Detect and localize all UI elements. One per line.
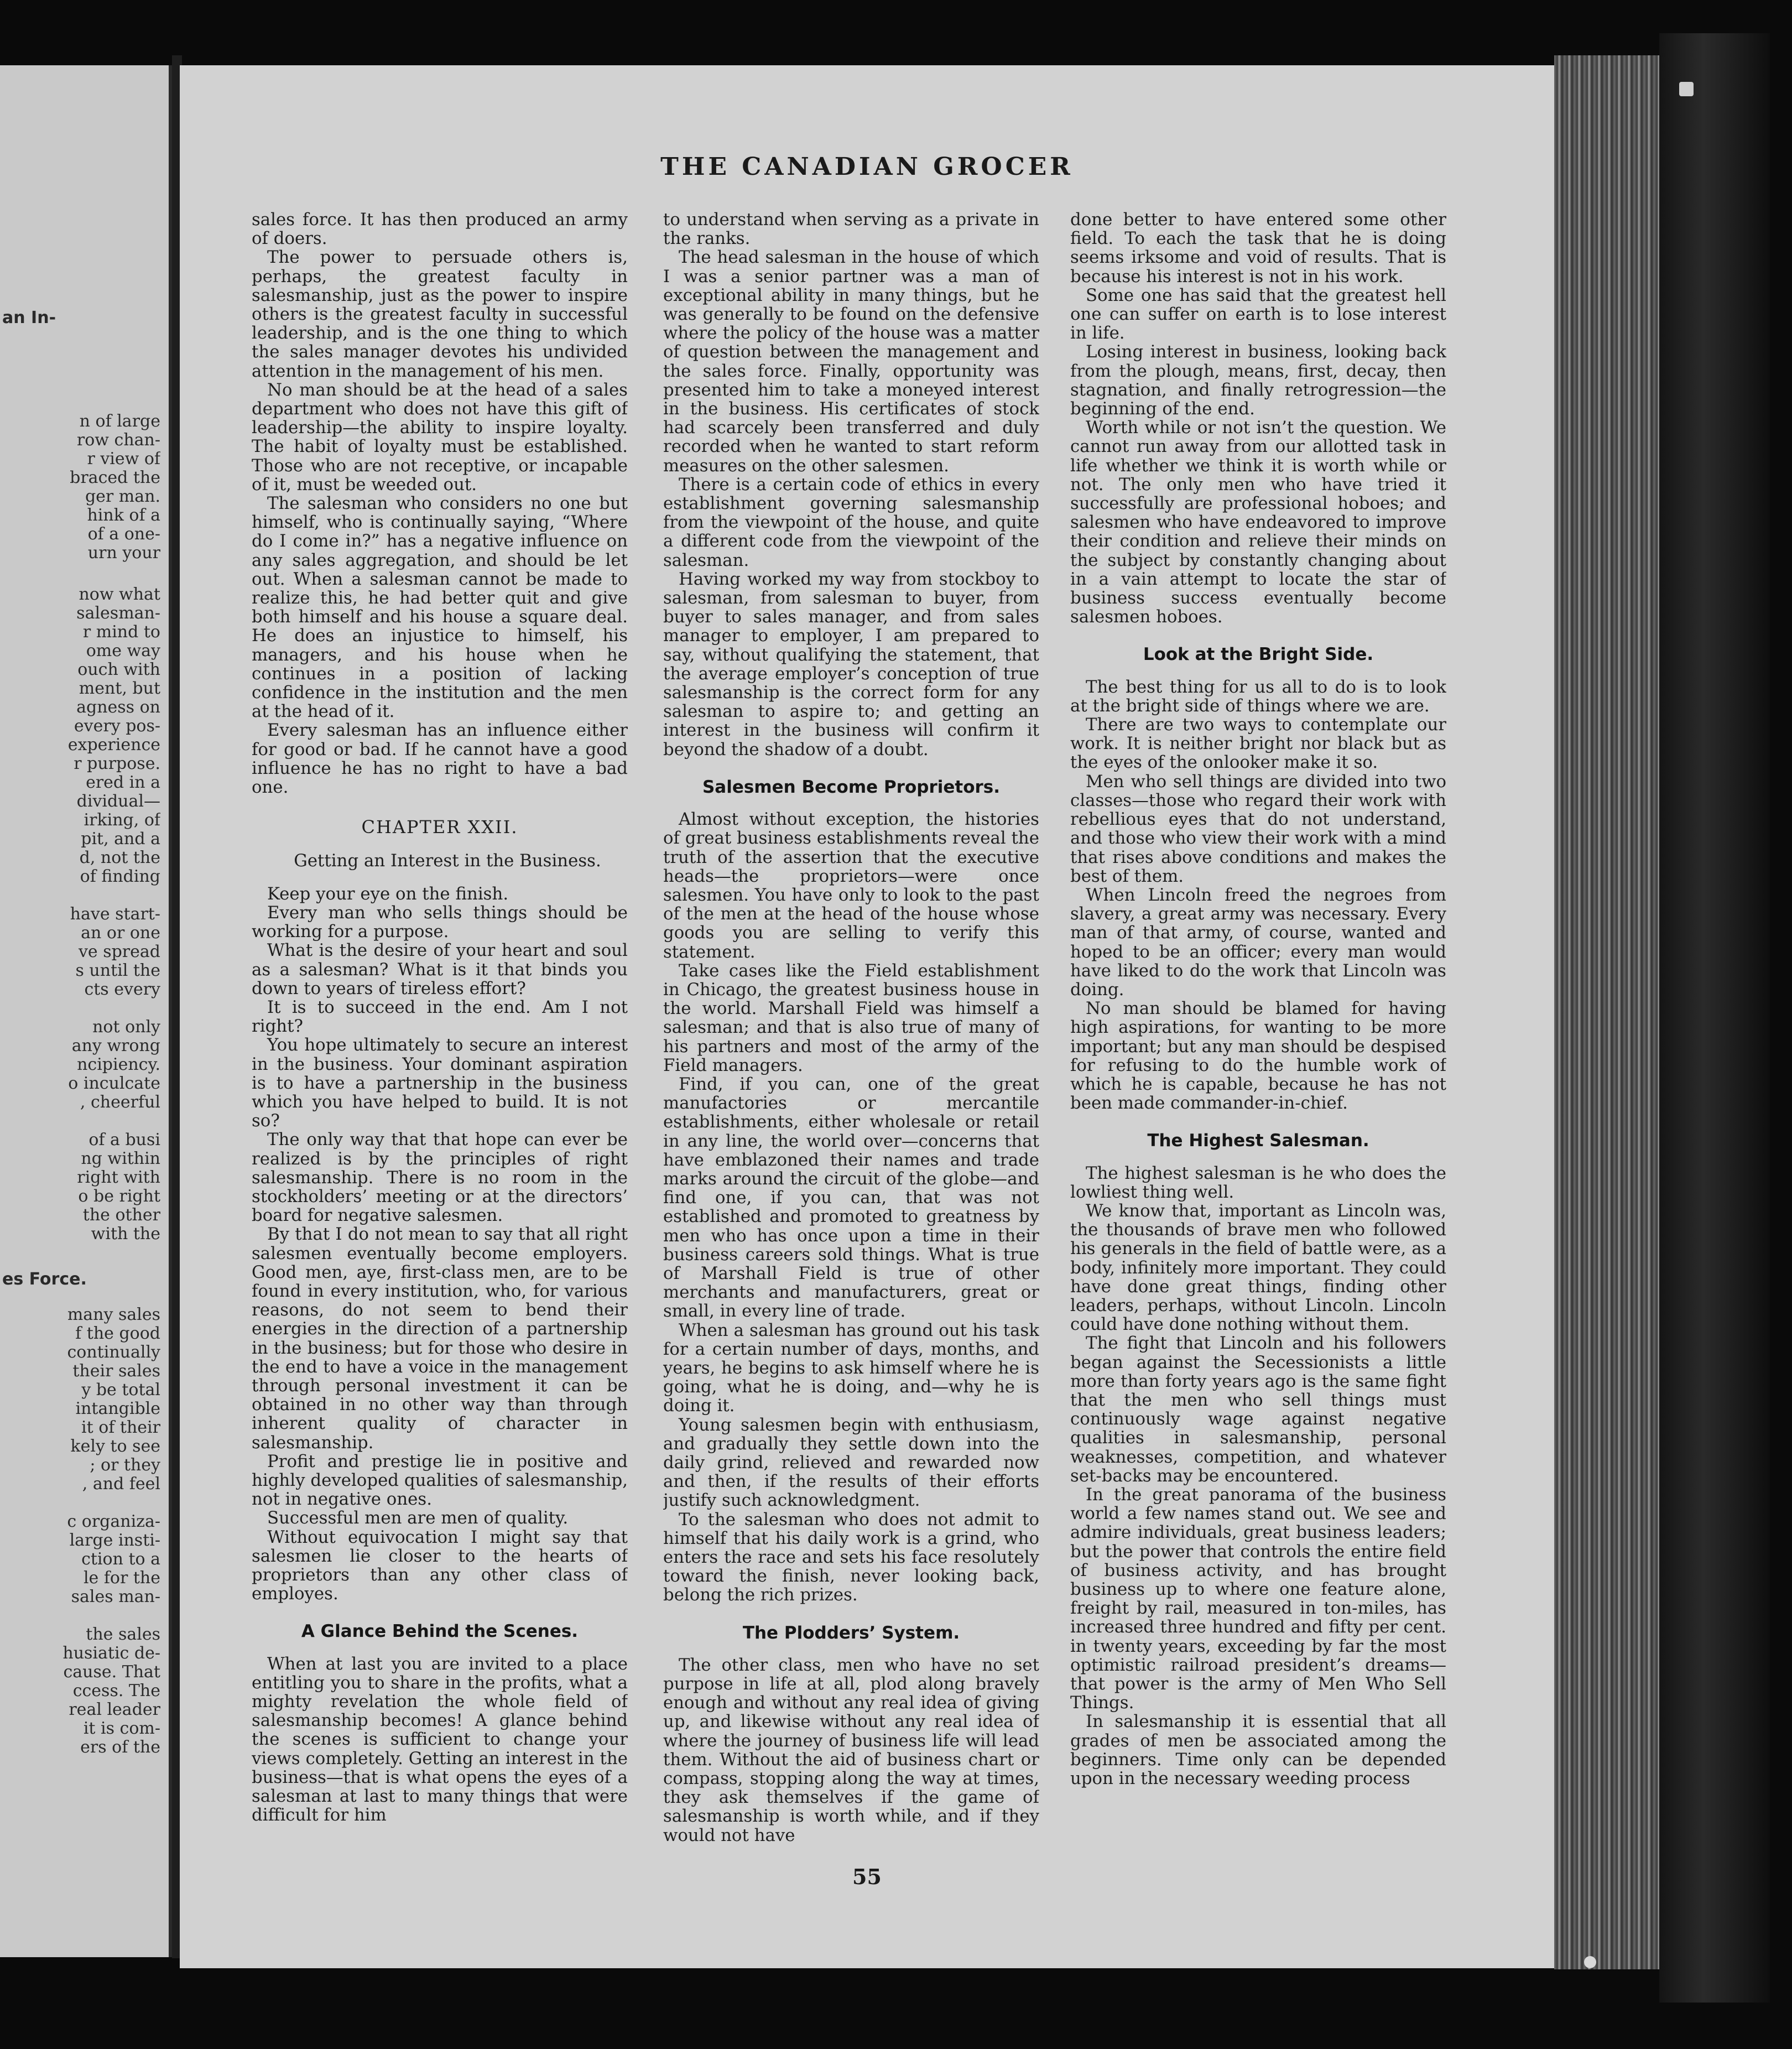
left-page-line: c organiza- xyxy=(67,1512,160,1531)
paragraph: It is to succeed in the end. Am I not right? xyxy=(252,997,628,1037)
left-page-line: s until the xyxy=(75,961,160,980)
left-page-line: row chan- xyxy=(76,431,160,450)
left-page-line: it is com- xyxy=(83,1719,160,1738)
left-page-line: o inculcate xyxy=(68,1074,160,1093)
paragraph: to understand when serving as a private in the ranks. xyxy=(663,210,1039,249)
paragraph: sales force. It has then produced an army of doers. xyxy=(252,210,628,249)
paragraph: You hope ultimately to secure an interest in the business. Your dominant aspiration is to have a partnership in the business which you have helped to build. It is not so? xyxy=(252,1035,628,1131)
left-page-line: any wrong xyxy=(71,1037,160,1055)
left-page-line: le for the xyxy=(83,1569,160,1588)
left-page-line: real leader xyxy=(69,1700,160,1719)
paragraph: There are two ways to contemplate our work. It is neither bright nor black but as the eyes of the onlooker make it so. xyxy=(1070,715,1446,773)
paragraph: To the salesman who does not admit to himself that his daily work is a grind, who enters the race and sets his face resolutely toward the finish, never looking back, belong the rich prizes. xyxy=(663,1509,1039,1605)
left-page-line: y be total xyxy=(81,1381,160,1400)
page-header: THE CANADIAN GROCER xyxy=(660,153,1074,181)
column-1 xyxy=(252,210,628,1870)
paragraph: When Lincoln freed the negroes from slavery, a great army was necessary. Every man of that army, of course, wanted and hoped to be an officer; every man would have liked to do the work that Lincoln was doing. xyxy=(1070,885,1446,1000)
paragraph: Losing interest in business, looking back from the plough, means, first, decay, then stagnation, and finally retrogression—the beginning of the end. xyxy=(1070,342,1446,419)
left-page-line: ouch with xyxy=(77,661,160,679)
book-binding xyxy=(1659,33,1770,2003)
section-heading: The Plodders’ System. xyxy=(742,1622,960,1643)
left-page-line: cts every xyxy=(84,980,160,999)
paragraph: There is a certain code of ethics in every establishment governing salesmanship from the viewpoint of the house, and quite a different code from the viewpoint of the salesman. xyxy=(663,474,1039,570)
paragraph: The highest salesman is he who does the lowliest thing well. xyxy=(1070,1163,1446,1202)
left-page-line: r mind to xyxy=(82,623,160,642)
left-page-fragment xyxy=(0,65,172,1957)
left-page-line: not only xyxy=(92,1018,160,1037)
column-2 xyxy=(663,210,1039,1870)
left-page-line: the other xyxy=(82,1206,160,1225)
left-page-line: irking, of xyxy=(84,811,160,830)
section-heading: The Highest Salesman. xyxy=(1147,1131,1369,1151)
chapter-subtitle: Getting an Interest in the Business. xyxy=(294,850,601,871)
paragraph: Take cases like the Field establishment in Chicago, the greatest business house in the world. Marshall Field was himself a salesman; and that is also true of many of his partners and most of the army of the Field managers. xyxy=(663,960,1039,1075)
left-page-line: ng within xyxy=(81,1150,160,1168)
paragraph: Men who sell things are divided into two classes—those who regard their work with rebellious eyes that do not understand, and those who view their work with a mind that rises above conditions and makes the best of them. xyxy=(1070,771,1446,886)
left-page-line: right with xyxy=(77,1168,160,1187)
paragraph: The fight that Lincoln and his followers began against the Secessionists a little more than forty years ago is the same fight that the men who sell things must continuously wage against negative qualities in salesmanship, personal weaknesses, competition, and whatever set-backs may be encountered. xyxy=(1070,1333,1446,1486)
left-page-line: their sales xyxy=(72,1362,160,1381)
left-page-line: n of large xyxy=(79,412,160,431)
left-page-line: braced the xyxy=(70,469,160,487)
left-page-line: sales man- xyxy=(71,1588,160,1606)
left-page-line: an or one xyxy=(81,924,160,943)
main-page xyxy=(180,65,1554,1968)
paragraph: Having worked my way from stockboy to salesman, from salesman to buyer, from buyer to sales manager, and from sales manager to employer, I am prepared to say, without qualifying the statement, that the average employer’s conception of true salesmanship is the correct form for any salesman to aspire to; and getting an interest in the business will confirm it beyond the shadow of a doubt. xyxy=(663,569,1039,760)
left-page-line: ; or they xyxy=(90,1456,160,1475)
left-page-line: es Force. xyxy=(2,1270,87,1289)
left-page-line: agness on xyxy=(76,698,160,717)
paragraph: Without equivocation I might say that salesmen lie closer to the hearts of proprietors than any other class of employes. xyxy=(252,1527,628,1604)
paragraph: Find, if you can, one of the great manufactories or mercantile establishments, either wholesale or retail in any line, the world over—concerns that have emblazoned their names and trade marks around the circuit of the globe—and find one, if you can, that was not established and promoted to greatness by men who has once upon a time in their business careers sold things. What is true of Marshall Field is true of other merchants and manufacturers, great or small, in every line of trade. xyxy=(663,1074,1039,1322)
left-page-line: large insti- xyxy=(69,1531,160,1550)
paragraph: Profit and prestige lie in positive and highly developed qualities of salesmanship, not in negative ones. xyxy=(252,1451,628,1510)
paragraph: When at last you are invited to a place entitling you to share in the profits, what a mighty revelation the whole field of salesmanship becomes! A glance behind the scenes is sufficient to change your views completely. Getting an interest in the business—that is what opens the eyes of a salesman at last to many things that were difficult for him xyxy=(252,1653,628,1826)
paragraph: The other class, men who have no set purpose in life at all, plod along bravely enough and without any real idea of giving up, and likewise without any real idea of where the journey of business life will lead them. Without the aid of business chart or compass, stopping along the way at times, they ask themselves if the game of salesmanship is worth while, and if they would not have xyxy=(663,1655,1039,1845)
paragraph: We know that, important as Lincoln was, the thousands of brave men who followed his generals in the field of battle were, as a body, infinitely more important. They could have done great things, finding other leaders, perhaps, without Lincoln. Lincoln could have done nothing without them. xyxy=(1070,1200,1446,1335)
left-page-line: the sales xyxy=(86,1625,160,1644)
paragraph: What is the desire of your heart and soul as a salesman? What is it that binds you down to years of tireless effort? xyxy=(252,940,628,999)
paragraph: Almost without exception, the histories of great business establishments reveal the truth of the assertion that the executive heads—the proprietors—were once salesmen. You have only to look to the past of the men at the head of the house whose goods you are selling to verify this statement. xyxy=(663,809,1039,962)
left-page-line: urn your xyxy=(87,544,160,563)
left-page-line: kely to see xyxy=(70,1437,160,1456)
left-page-line: ncipiency. xyxy=(77,1055,160,1074)
left-page-line: it of their xyxy=(81,1418,160,1437)
paragraph: Young salesmen begin with enthusiasm, and gradually they settle down into the daily grind, relieved and rewarded now and then, if the results of their efforts justify such acknowledgment. xyxy=(663,1414,1039,1511)
paragraph: The only way that that hope can ever be realized is by the principles of right salesmanship. There is no room in the stockholders’ meeting or at the directors’ board for negative salesmen. xyxy=(252,1130,628,1226)
left-page-line: continually xyxy=(67,1343,160,1362)
column-3 xyxy=(1070,210,1446,1870)
left-page-line: cause. That xyxy=(63,1663,160,1682)
paragraph: No man should be blamed for having high aspirations, for wanting to be more important; but any man should be despised for refusing to do the humble work of which he is capable, because he has not been made commander-in-chief. xyxy=(1070,999,1446,1114)
left-page-line: have start- xyxy=(70,905,160,924)
paragraph: When a salesman has ground out his task for a certain number of days, months, and years, he begins to ask himself where he is going, what he is doing, and—why he is doing it. xyxy=(663,1320,1039,1416)
left-page-line: r purpose. xyxy=(74,755,160,773)
left-page-line: f the good xyxy=(75,1324,160,1343)
left-page-line: ment, but xyxy=(79,679,160,698)
paragraph: Successful men are men of quality. xyxy=(267,1508,569,1528)
paragraph: Worth while or not isn’t the question. We cannot run away from our allotted task in life whether we think it is worth while or not. The only men who have tried it successfully are professional hoboes; and salesmen who have endeavored to improve their condition and relieve their minds on the subject by constantly changing about in a vain attempt to locate the star of business success eventually become salesmen hoboes. xyxy=(1070,418,1446,627)
paragraph: The power to persuade others is, perhaps, the greatest faculty in salesmanship, just as the power to inspire others is the greatest faculty in successful leadership, and is the one thing to which the sales manager devotes his undivided attention in the management of his men. xyxy=(252,247,628,381)
left-page-line: now what xyxy=(79,585,160,604)
page-edges xyxy=(1554,55,1659,1969)
paragraph: Every man who sells things should be working for a purpose. xyxy=(252,902,628,942)
left-page-line: , and feel xyxy=(82,1475,160,1494)
left-page-line: salesman- xyxy=(76,604,160,623)
left-page-line: experience xyxy=(67,736,160,755)
left-page-line: of a busi xyxy=(88,1131,160,1150)
left-page-line: an In- xyxy=(2,309,56,327)
dot-mark xyxy=(1584,1956,1596,1968)
paragraph: Some one has said that the greatest hell one can suffer on earth is to lose interest in life. xyxy=(1070,285,1446,344)
left-page-line: o be right xyxy=(78,1187,160,1206)
paragraph: The best thing for us all to do is to look at the bright side of things where we are. xyxy=(1070,677,1446,716)
paragraph: The salesman who considers no one but himself, who is continually saying, “Where do I come in?” has a negative influence on any sales aggregation, and should be let out. When a salesman cannot be made to realize this, he had better quit and give both himself and his house a square deal. He does an injustice to himself, his managers, and his house when he continues in a position of lacking confidence in the institution and the men at the head of it. xyxy=(252,493,628,722)
left-page-line: every pos- xyxy=(74,717,160,736)
paragraph: No man should be at the head of a sales department who does not have this gift of leadership—the ability to inspire loyalty. The habit of loyalty must be established. Those who are not receptive, or incapable of it, must be weeded out. xyxy=(252,379,628,495)
paragraph: By that I do not mean to say that all right salesmen eventually become employers. Good men, aye, first-class men, are to be found in every institution, who, for various reasons, do not seem to bend their energies in the direction of a partnership in the business; but for those who desire in the end to have a voice in the management through personal investment it can be obtained in no other way than through inherent quality of character in salesmanship. xyxy=(252,1224,628,1453)
paragraph: Keep your eye on the finish. xyxy=(267,883,509,904)
left-page-line: ve spread xyxy=(78,943,160,961)
left-page-line: of a one- xyxy=(87,525,160,544)
paragraph: Every salesman has an influence either for good or bad. If he cannot have a good influence he has no right to have a bad one. xyxy=(252,720,628,798)
page-number: 55 xyxy=(852,1864,882,1889)
left-page-line: ome way xyxy=(86,642,160,661)
left-page-line: dividual— xyxy=(76,792,160,811)
left-page-line: pit, and a xyxy=(81,830,160,849)
chapter-title: CHAPTER XXII. xyxy=(361,817,518,838)
left-page-line: r view of xyxy=(87,450,160,469)
section-heading: A Glance Behind the Scenes. xyxy=(301,1621,579,1642)
left-page-line: ccess. The xyxy=(72,1682,160,1700)
left-page-line: husiatic de- xyxy=(62,1644,160,1663)
left-page-line: ered in a xyxy=(86,773,160,792)
paragraph: done better to have entered some other field. To each the task that he is doing seems irksome and void of results. That is because his interest is not in his work. xyxy=(1070,210,1446,287)
paragraph: In the great panorama of the business world a few names stand out. We see and admire individuals, great business leaders; but the power that controls the entire field of business activity, and has brought business up to where one feature alone, freight by rail, measured in ton-miles, has increased three hundred and fifty per cent. in twenty years, exceeding by far the most optimistic railroad president’s dreams—that power is the army of Men Who Sell Things. xyxy=(1070,1485,1446,1713)
left-page-line: d, not the xyxy=(79,849,160,867)
left-page-line: , cheerful xyxy=(80,1093,160,1112)
left-page-line: ction to a xyxy=(81,1550,160,1569)
paragraph: In salesmanship it is essential that all grades of men be associated among the beginners. Time only can be depended upon in the necessary weeding process xyxy=(1070,1712,1446,1789)
left-page-line: with the xyxy=(91,1225,160,1244)
paragraph: The head salesman in the house of which I was a senior partner was a man of exceptional ability in many things, but he was generally to be found on the defensive where the policy of the house was a matter of question between the management and the sales force. Finally, opportunity was presented him to take a moneyed interest in the business. His certificates of stock had scarcely been transferred and duly recorded when he wanted to start reform measures on the other salesmen. xyxy=(663,247,1039,476)
left-page-line: of finding xyxy=(80,867,160,886)
section-heading: Look at the Bright Side. xyxy=(1143,644,1374,665)
tab-mark xyxy=(1679,82,1694,96)
left-page-line: hink of a xyxy=(87,506,160,525)
section-heading: Salesmen Become Proprietors. xyxy=(702,777,1001,797)
left-page-line: many sales xyxy=(67,1306,160,1324)
left-page-line: ger man. xyxy=(85,487,160,506)
left-page-line: ers of the xyxy=(80,1738,160,1757)
left-page-line: intangible xyxy=(75,1400,160,1418)
